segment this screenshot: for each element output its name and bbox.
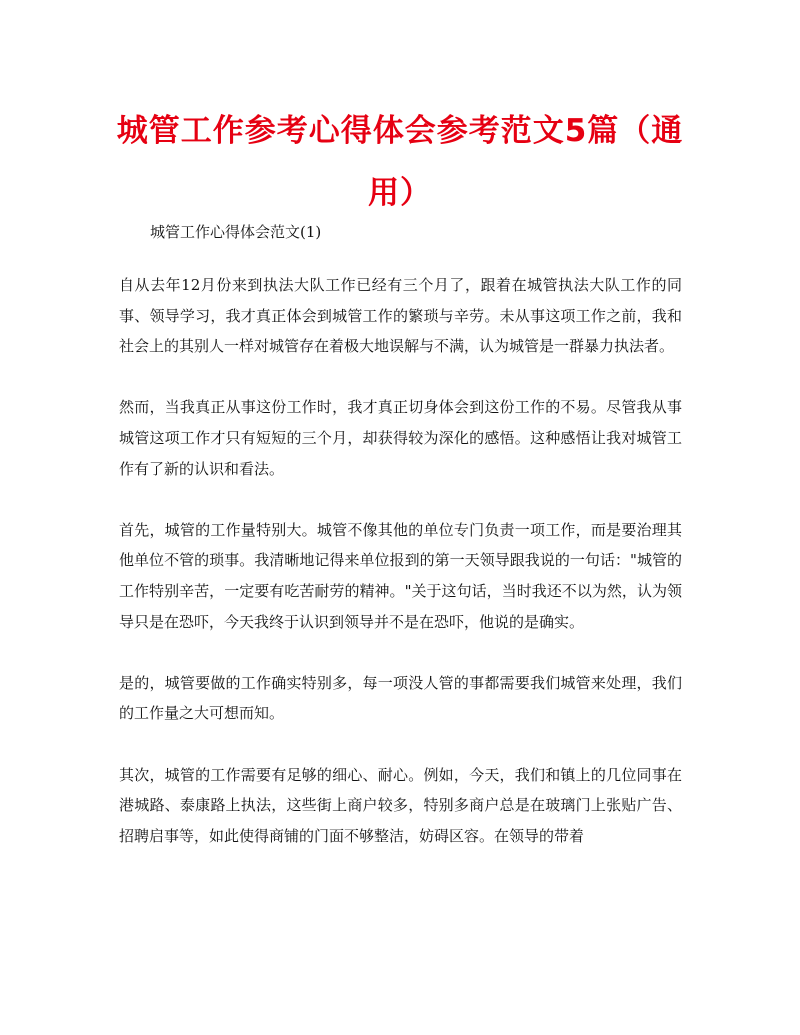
paragraph: 其次，城管的工作需要有足够的细心、耐心。例如，今天，我们和镇上的几位同事在港城路、泰康路上执法，这些街上商户较多，特别多商户总是在玻璃门上张贴广告、招聘启事等，如此使得商铺的门面不够整洁，妨碍区容。在领导的带着 — [119, 765, 682, 845]
paragraph: 首先，城管的工作量特别大。城管不像其他的单位专门负责一项工作，而是要治理其他单位不管的琐事。我清晰地记得来单位报到的第一天领导跟我说的一句话："城管的工作特别辛苦，一定要有吃苦耐劳的精神。"关于这句话，当时我还不以为然，认为领导只是在恐吓，今天我终于认识到领导并不是在恐吓，他说的是确实。 — [119, 520, 682, 631]
document-body — [119, 270, 682, 882]
document-title: 城管工作参考心得体会参考范文5篇（通用） — [116, 113, 684, 211]
paragraph: 自从去年12月份来到执法大队工作已经有三个月了，跟着在城管执法大队工作的同事、领导学习，我才真正体会到城管工作的繁琐与辛劳。未从事这项工作之前，我和社会上的其别人一样对城管存在着极大地误解与不满，认为城管是一群暴力执法者。 — [119, 276, 682, 356]
paragraph: 是的，城管要做的工作确实特别多，每一项没人管的事都需要我们城管来处理，我们的工作量之大可想而知。 — [119, 673, 682, 723]
paragraph: 然而，当我真正从事这份工作时，我才真正切身体会到这份工作的不易。尽管我从事城管这项工作才只有短短的三个月，却获得较为深化的感悟。这种感悟让我对城管工作有了新的认识和看法。 — [119, 398, 682, 478]
document-subtitle: 城管工作心得体会范文(1) — [150, 223, 322, 241]
